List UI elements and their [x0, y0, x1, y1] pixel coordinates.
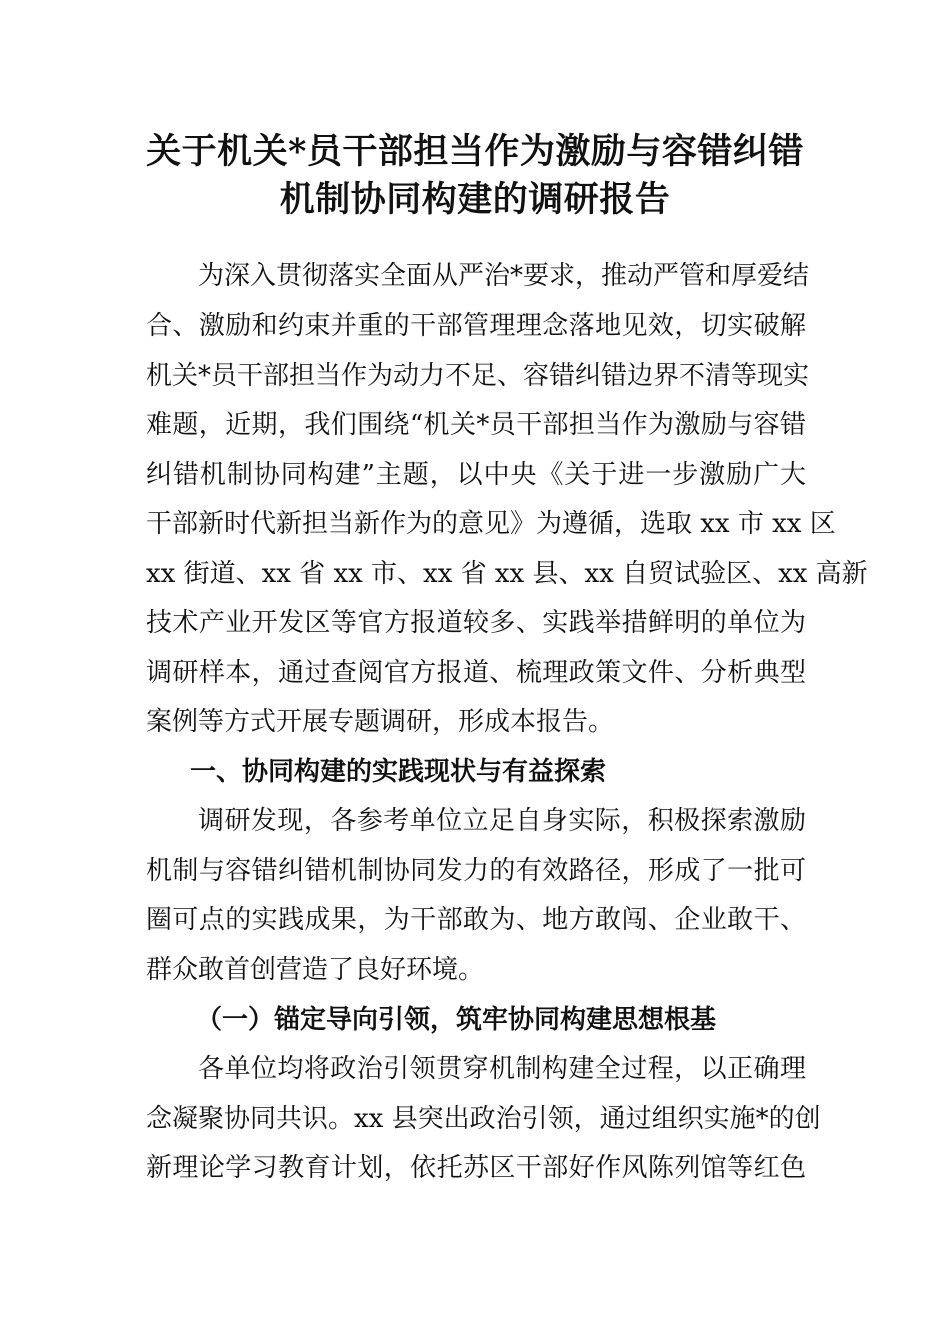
paragraph-line: xx 街道、xx 省 xx 市、xx 省 xx 县、xx 自贸试验区、xx 高新	[146, 559, 868, 589]
title-line-2: 机制协同构建的调研报告	[279, 179, 671, 220]
paragraph-line: 合、激励和约束并重的干部管理理念落地见效，切实破解	[146, 311, 806, 341]
paragraph-line: 技术产业开发区等官方报道较多、实践举措鲜明的单位为	[146, 608, 806, 638]
paragraph-line: 新理论学习教育计划，依托苏区干部好作风陈列馆等红色	[146, 1153, 806, 1183]
subsection-heading-1: （一）锚定导向引领，筑牢协同构建思想根基	[196, 1005, 717, 1035]
paragraph-line: 群众敢首创营造了良好环境。	[146, 955, 485, 985]
title-line-1: 关于机关*员干部担当作为激励与容错纠错	[146, 131, 804, 172]
section-heading-1: 一、协同构建的实践现状与有益探索	[190, 757, 607, 787]
paragraph-line: 各单位均将政治引领贯穿机制构建全过程，以正确理	[198, 1054, 806, 1084]
paragraph-line: 案例等方式开展专题调研，形成本报告。	[146, 707, 615, 737]
paragraph-line: 调研发现，各参考单位立足自身实际，积极探索激励	[198, 806, 806, 836]
paragraph-line: 机制与容错纠错机制协同发力的有效路径，形成了一批可	[146, 856, 806, 886]
paragraph-line: 为深入贯彻落实全面从严治*要求，推动严管和厚爱结	[198, 261, 810, 291]
paragraph-line: 纠错机制协同构建”主题，以中央《关于进一步激励广大	[146, 460, 806, 490]
paragraph-line: 圈可点的实践成果，为干部敢为、地方敢闯、企业敢干、	[146, 905, 806, 935]
paragraph-line: 机关*员干部担当作为动力不足、容错纠错边界不清等现实	[146, 361, 810, 391]
paragraph-line: 调研样本，通过查阅官方报道、梳理政策文件、分析典型	[146, 658, 806, 688]
paragraph-line: 念凝聚协同共识。xx 县突出政治引领，通过组织实施*的创	[146, 1104, 821, 1134]
paragraph-line: 难题，近期，我们围绕“机关*员干部担当作为激励与容错	[146, 410, 806, 440]
paragraph-line: 干部新时代新担当新作为的意见》为遵循，选取 xx 市 xx 区	[146, 509, 836, 539]
